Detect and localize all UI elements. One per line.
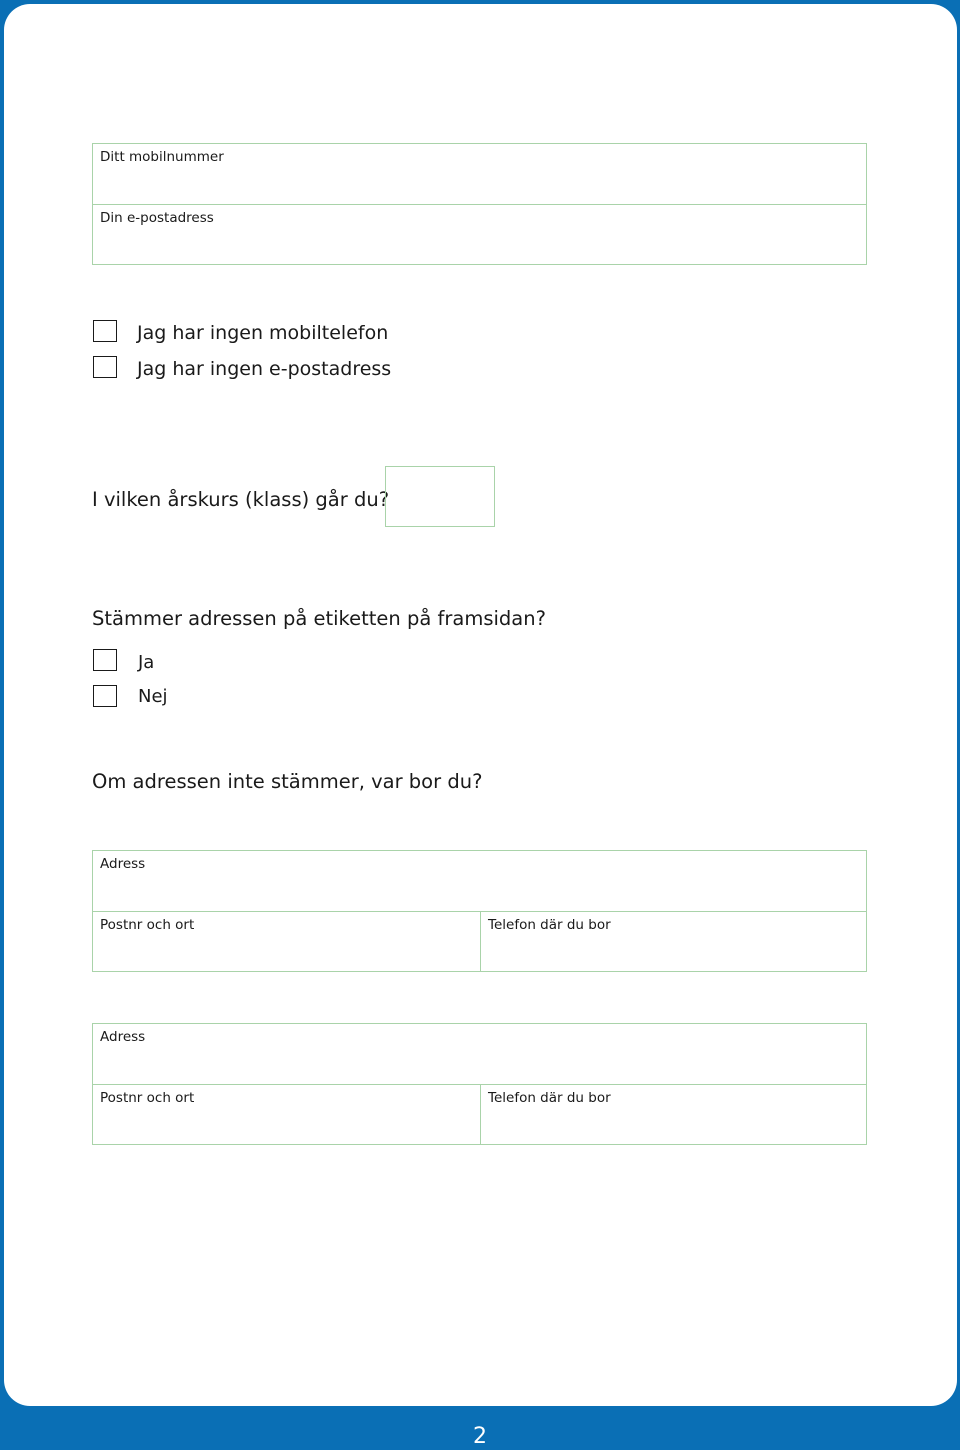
- address-label: Adress: [100, 1029, 146, 1045]
- grade-question: I vilken årskurs (klass) går du?: [92, 488, 390, 511]
- phone-field[interactable]: [480, 912, 866, 971]
- address-yes-checkbox[interactable]: [93, 649, 117, 671]
- email-field[interactable]: [93, 204, 866, 264]
- address-label: Adress: [100, 856, 146, 872]
- postal-label: Postnr och ort: [100, 1090, 195, 1106]
- address-field[interactable]: [93, 851, 866, 911]
- phone-field[interactable]: [480, 1085, 866, 1144]
- phone-label: Telefon där du bor: [488, 917, 611, 933]
- mobile-number-label: Ditt mobilnummer: [100, 149, 224, 165]
- no-email-label: Jag har ingen e-postadress: [137, 358, 392, 380]
- postal-label: Postnr och ort: [100, 917, 195, 933]
- postal-phone-row: [93, 911, 866, 971]
- address-block-1: [92, 850, 867, 972]
- page-number: 2: [473, 1424, 487, 1449]
- no-mobile-label: Jag har ingen mobiltelefon: [137, 322, 389, 344]
- postal-phone-row: [93, 1084, 866, 1144]
- postal-field[interactable]: [93, 912, 480, 971]
- email-label: Din e-postadress: [100, 210, 214, 226]
- no-email-checkbox[interactable]: [93, 356, 117, 378]
- address-no-checkbox[interactable]: [93, 685, 117, 707]
- phone-label: Telefon där du bor: [488, 1090, 611, 1106]
- contact-fields: [92, 143, 867, 265]
- address-no-label: Nej: [138, 686, 168, 707]
- no-mobile-checkbox[interactable]: [93, 320, 117, 342]
- other-address-question: Om adressen inte stämmer, var bor du?: [92, 770, 483, 793]
- address-block-2: [92, 1023, 867, 1145]
- mobile-number-field[interactable]: [93, 144, 866, 204]
- address-check-question: Stämmer adressen på etiketten på framsidan?: [92, 607, 546, 630]
- address-yes-label: Ja: [138, 652, 155, 673]
- postal-field[interactable]: [93, 1085, 480, 1144]
- address-field[interactable]: [93, 1024, 866, 1084]
- grade-input[interactable]: [385, 466, 495, 527]
